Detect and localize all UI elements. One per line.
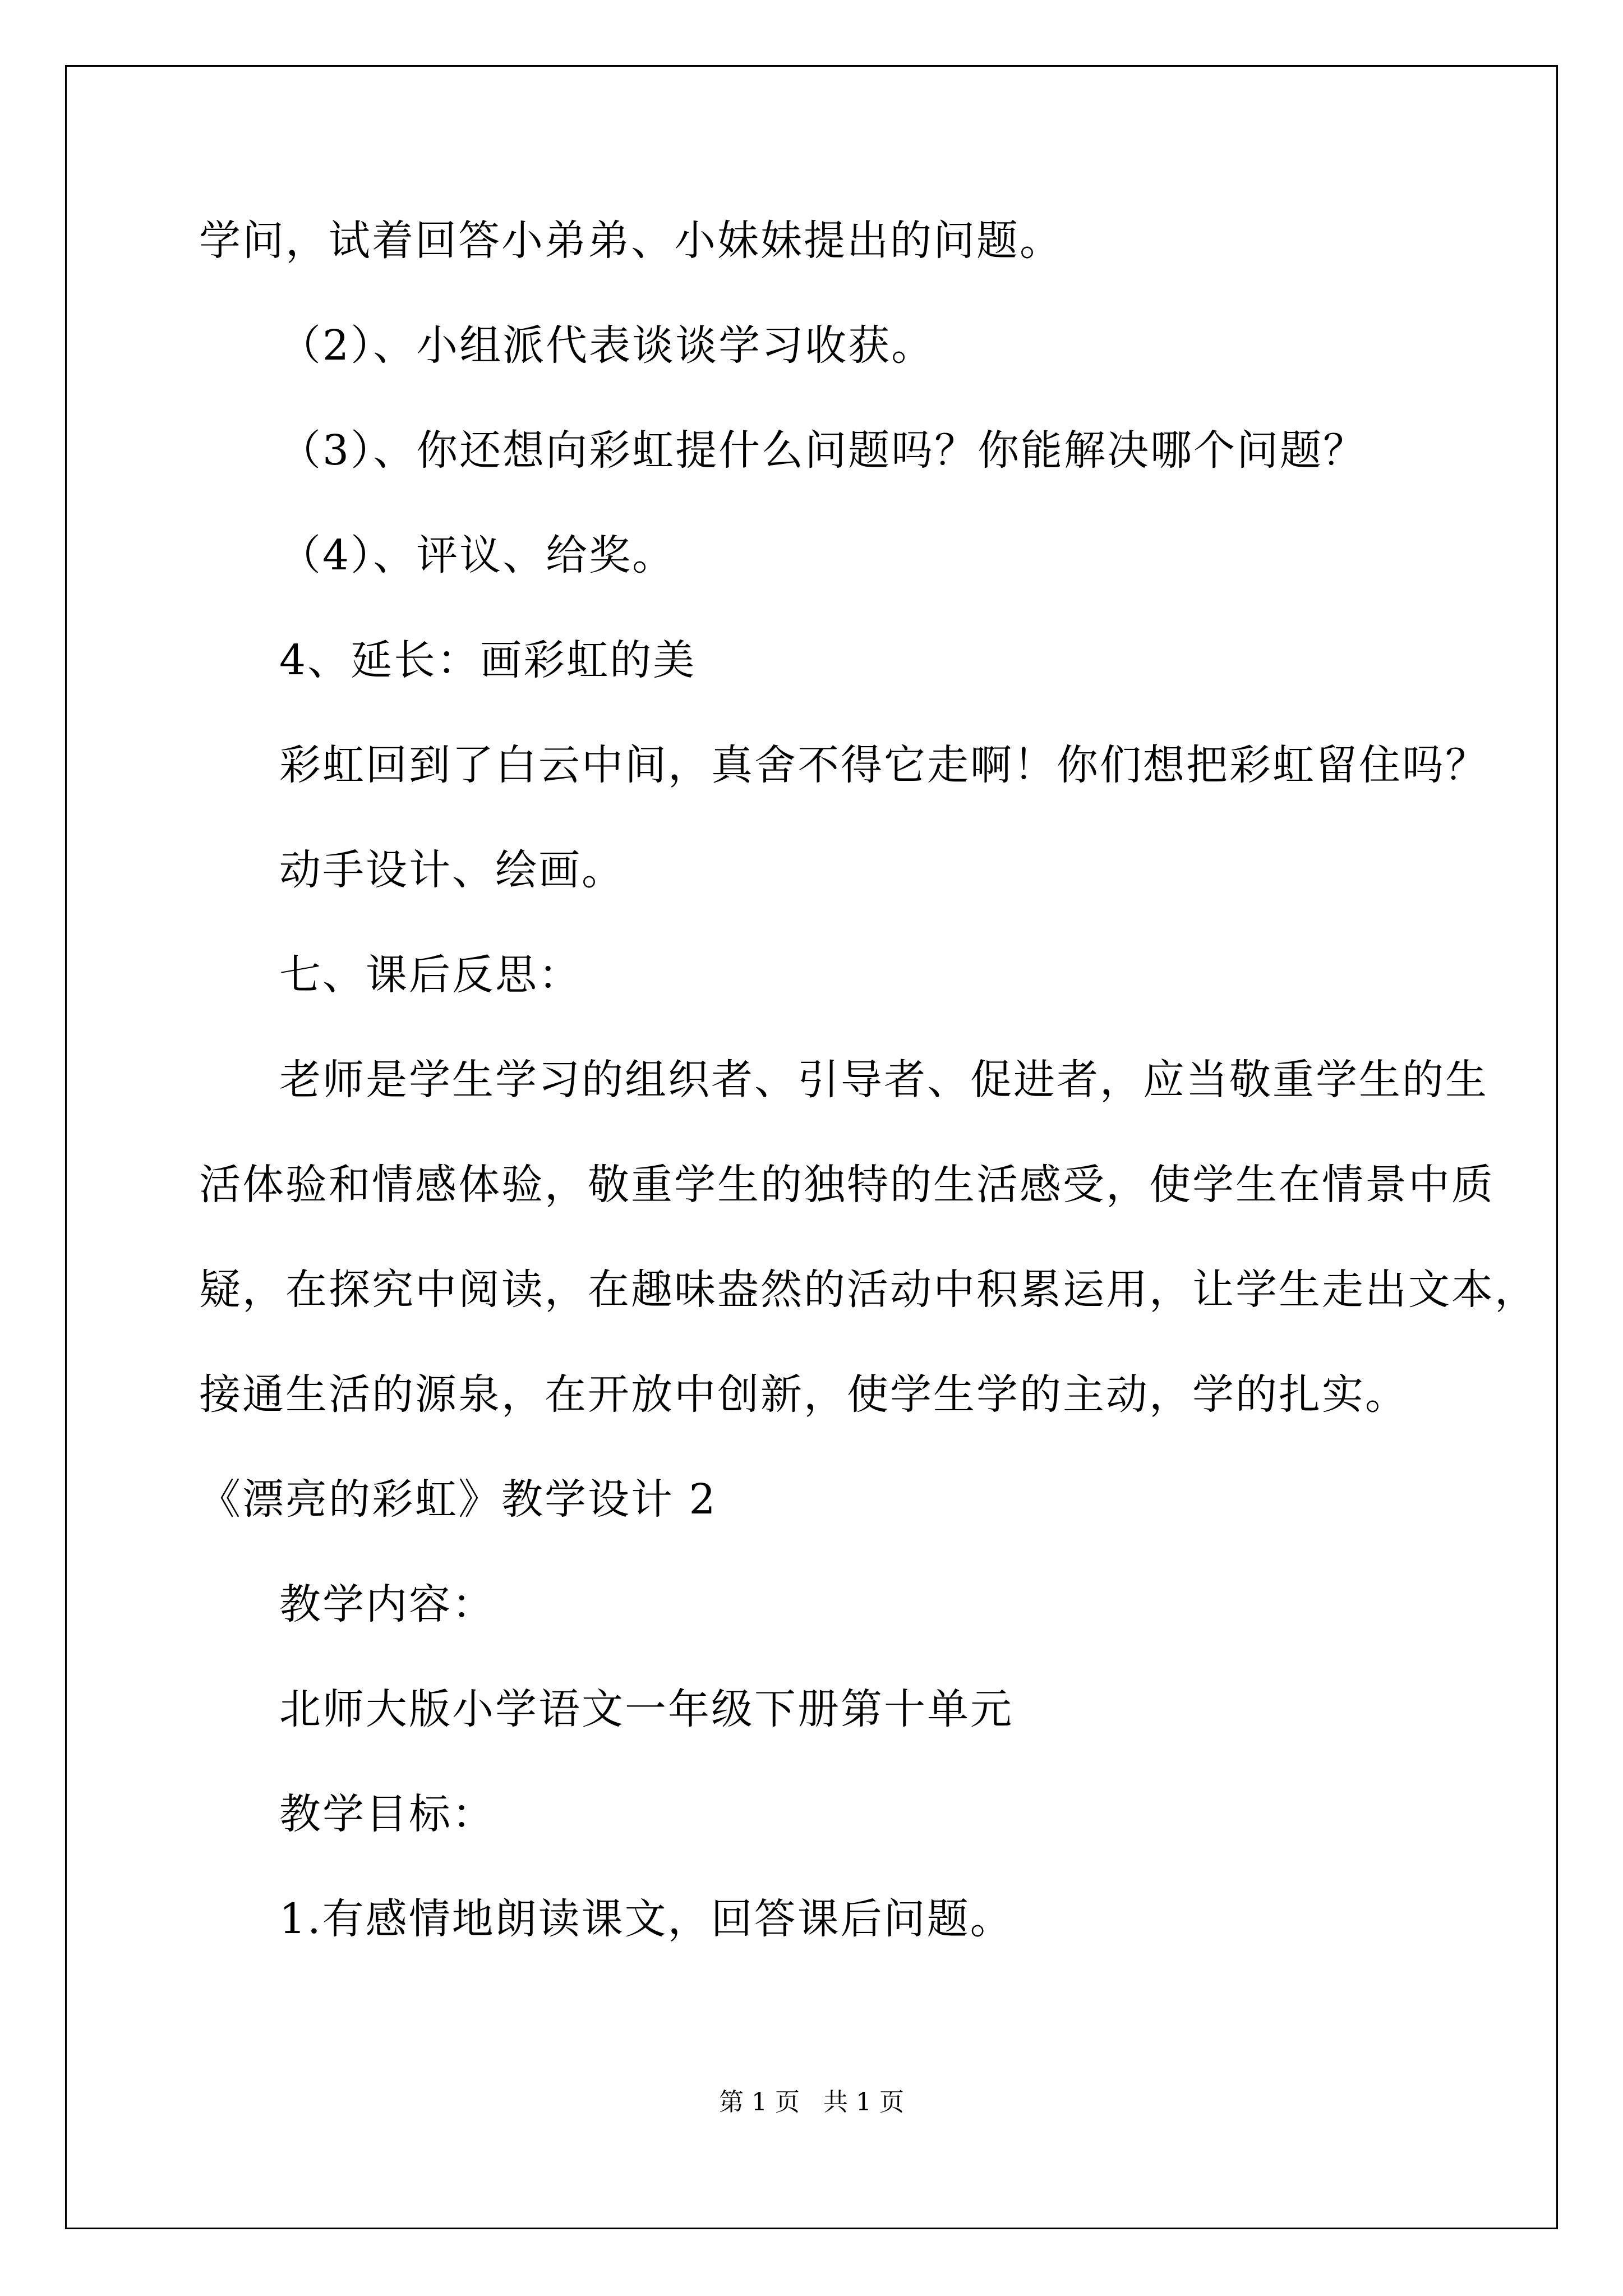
- paragraph-15: 北师大版小学语文一年级下册第十单元: [279, 1685, 1013, 1733]
- paragraph-11: 疑，在探究中阅读，在趣味盎然的活动中积累运用，让学生走出文本，: [199, 1266, 1538, 1314]
- paragraph-12: 接通生活的源泉，在开放中创新，使学生学的主动，学的扎实。: [199, 1370, 1408, 1419]
- section-heading-reflection: 七、课后反思：: [279, 951, 582, 999]
- paragraph-7: 动手设计、绘画。: [279, 846, 625, 894]
- section-heading-content: 教学内容：: [279, 1580, 495, 1628]
- paragraph-6: 彩虹回到了白云中间，真舍不得它走啊！你们想把彩虹留住吗？: [279, 741, 1488, 789]
- paragraph-10: 活体验和情感体验，敬重学生的独特的生活感受，使学生在情景中质: [199, 1161, 1495, 1209]
- paragraph-17: 1.有感情地朗读课文，回答课后问题。: [279, 1895, 1013, 1943]
- document-title-2: 《漂亮的彩虹》教学设计 2: [199, 1475, 717, 1524]
- paragraph-1: 学问，试着回答小弟弟、小妹妹提出的问题。: [199, 217, 1063, 265]
- paragraph-2: （2）、小组派代表谈谈学习收获。: [279, 321, 935, 370]
- paragraph-4: （4）、评议、给奖。: [279, 531, 676, 579]
- page-footer: 第 1 页 共 1 页: [719, 2088, 904, 2116]
- section-heading-goals: 教学目标：: [279, 1790, 495, 1838]
- paragraph-9: 老师是学生学习的组织者、引导者、促进者，应当敬重学生的生: [279, 1056, 1488, 1104]
- paragraph-5: 4、延长：画彩虹的美: [279, 636, 697, 684]
- paragraph-3: （3）、你还想向彩虹提什么问题吗？你能解决哪个问题？: [279, 426, 1367, 475]
